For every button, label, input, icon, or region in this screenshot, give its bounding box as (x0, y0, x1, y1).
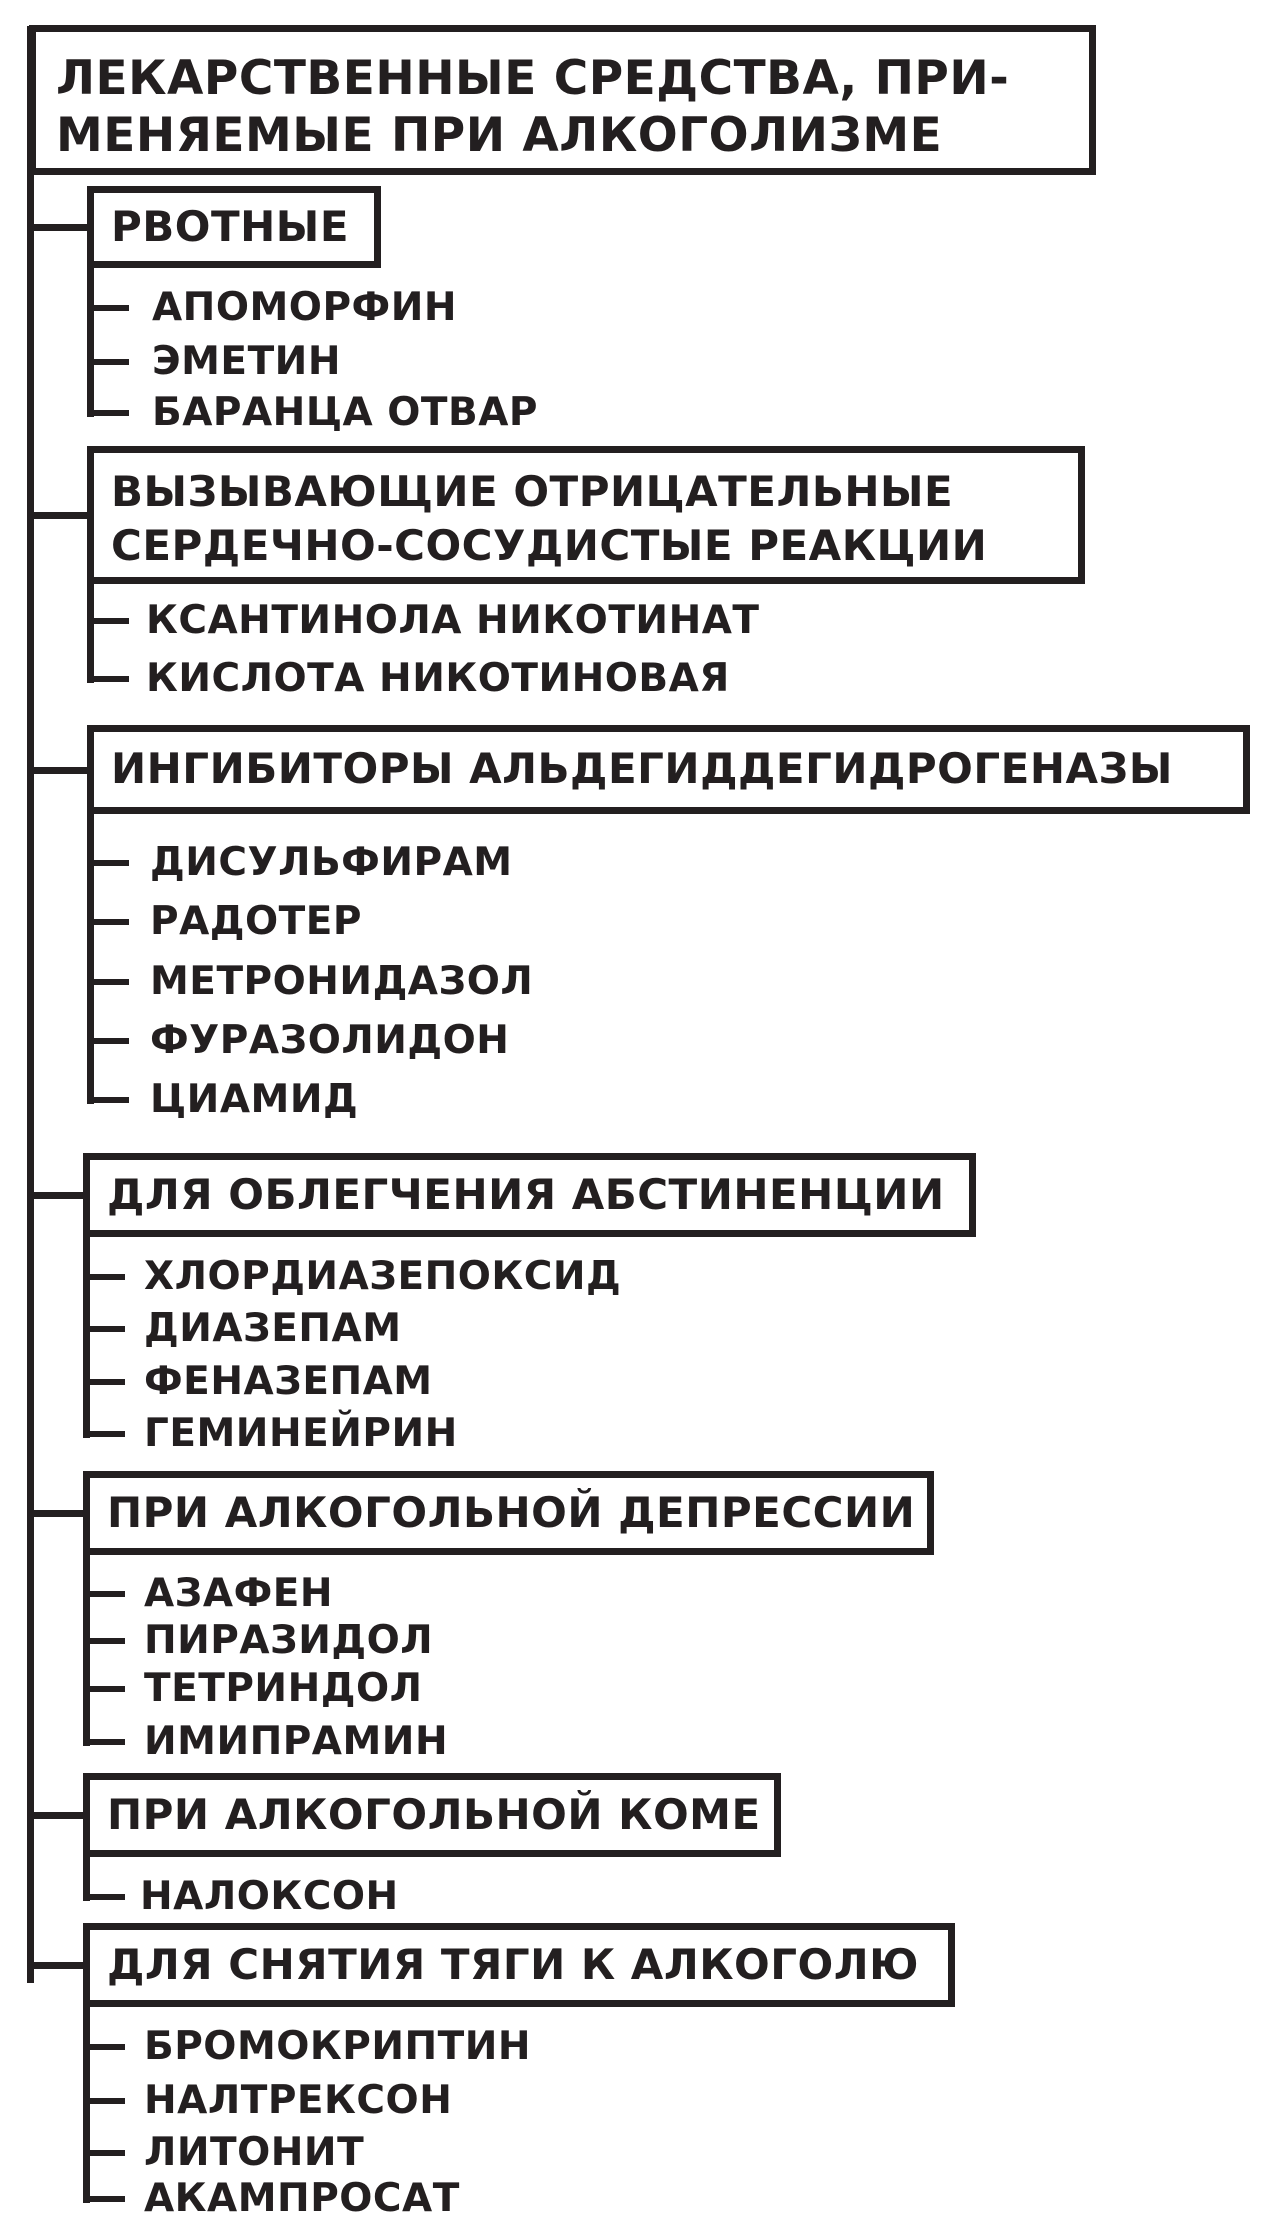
item-tick (83, 1326, 125, 1332)
item-rail-1 (87, 266, 94, 417)
main-trunk-line (27, 26, 34, 1983)
branch-connector-5 (27, 1510, 83, 1517)
drug-item: МЕТРОНИДАЗОЛ (150, 959, 534, 1004)
drug-item: ДИАЗЕПАМ (144, 1306, 402, 1351)
drug-item: ГЕМИНЕЙРИН (144, 1411, 458, 1456)
drug-item: АКАМПРОСАТ (144, 2176, 460, 2221)
drug-item: ХЛОРДИАЗЕПОКСИД (144, 1254, 622, 1299)
item-tick (83, 1638, 125, 1644)
item-tick (83, 1686, 125, 1692)
category-label: ПРИ АЛКОГОЛЬНОЙ ДЕПРЕССИИ (107, 1487, 916, 1537)
drug-item: БРОМОКРИПТИН (144, 2024, 532, 2069)
branch-connector-6 (27, 1812, 83, 1819)
item-tick (87, 979, 129, 985)
item-rail-5 (83, 1553, 90, 1746)
drug-item: ЭМЕТИН (152, 339, 341, 384)
item-tick (83, 2098, 125, 2104)
drug-item: ЦИАМИД (150, 1077, 359, 1122)
item-tick (87, 1097, 129, 1103)
item-tick (83, 2044, 125, 2050)
item-tick (87, 359, 129, 365)
category-label: ПРИ АЛКОГОЛЬНОЙ КОМЕ (107, 1789, 761, 1839)
item-rail-3 (87, 812, 94, 1104)
branch-connector-3 (27, 767, 87, 774)
item-tick (83, 1591, 125, 1597)
category-box-2 (87, 446, 1085, 584)
drug-item: ЛИТОНИТ (144, 2130, 365, 2175)
category-box-6 (83, 1773, 781, 1857)
category-label: ДЛЯ СНЯТИЯ ТЯГИ К АЛКОГОЛЮ (107, 1939, 919, 1989)
item-tick (83, 1274, 125, 1280)
item-tick (87, 860, 129, 866)
item-tick (83, 2196, 125, 2202)
drug-item: РАДОТЕР (150, 899, 362, 944)
branch-connector-2 (27, 512, 87, 519)
category-label: РВОТНЫЕ (111, 201, 350, 251)
drug-item: КСАНТИНОЛА НИКОТИНАТ (146, 598, 760, 643)
item-tick (87, 410, 129, 416)
item-tick (83, 1379, 125, 1385)
drug-item: НАЛТРЕКСОН (144, 2078, 453, 2123)
category-label: ДЛЯ ОБЛЕГЧЕНИЯ АБСТИНЕНЦИИ (107, 1169, 945, 1219)
root-title-box (29, 25, 1096, 175)
item-tick (87, 1038, 129, 1044)
drug-item: НАЛОКСОН (140, 1874, 399, 1919)
category-box-3 (87, 725, 1250, 814)
item-rail-7 (83, 2005, 90, 2203)
category-box-4 (83, 1153, 976, 1237)
drug-item: БАРАНЦА ОТВАР (152, 390, 539, 435)
drug-item: ПИРАЗИДОЛ (144, 1618, 434, 1663)
root-title-line-2: МЕНЯЕМЫЕ ПРИ АЛКОГОЛИЗМЕ (56, 108, 943, 164)
root-title-line-1: ЛЕКАРСТВЕННЫЕ СРЕДСТВА, ПРИ- (56, 51, 1010, 106)
item-tick (83, 1894, 125, 1900)
item-tick (83, 1739, 125, 1745)
item-tick (87, 618, 129, 624)
item-tick (87, 676, 129, 682)
drug-item: ФУРАЗОЛИДОН (150, 1018, 510, 1063)
branch-connector-4 (27, 1192, 83, 1199)
item-rail-4 (83, 1235, 90, 1438)
category-label-line-2: СЕРДЕЧНО-СОСУДИСТЫЕ РЕАКЦИИ (111, 520, 988, 570)
item-tick (87, 305, 129, 311)
drug-item: АЗАФЕН (144, 1571, 334, 1616)
drug-item: ФЕНАЗЕПАМ (144, 1359, 433, 1404)
drug-item: АПОМОРФИН (152, 285, 457, 330)
branch-connector-7 (27, 1962, 83, 1969)
item-tick (87, 919, 129, 925)
category-box-1 (87, 186, 381, 268)
item-rail-2 (87, 582, 94, 683)
drug-item: ТЕТРИНДОЛ (144, 1666, 423, 1711)
drug-item: КИСЛОТА НИКОТИНОВАЯ (146, 656, 730, 701)
drug-item: ДИСУЛЬФИРАМ (150, 840, 513, 885)
category-box-7 (83, 1923, 955, 2007)
item-tick (83, 2150, 125, 2156)
category-label: ИНГИБИТОРЫ АЛЬДЕГИДДЕГИДРОГЕНАЗЫ (111, 744, 1173, 794)
category-box-5 (83, 1471, 934, 1555)
drug-item: ИМИПРАМИН (144, 1719, 449, 1764)
item-tick (83, 1431, 125, 1437)
branch-connector-1 (27, 224, 87, 231)
category-label: ВЫЗЫВАЮЩИЕ ОТРИЦАТЕЛЬНЫЕ (111, 467, 954, 516)
